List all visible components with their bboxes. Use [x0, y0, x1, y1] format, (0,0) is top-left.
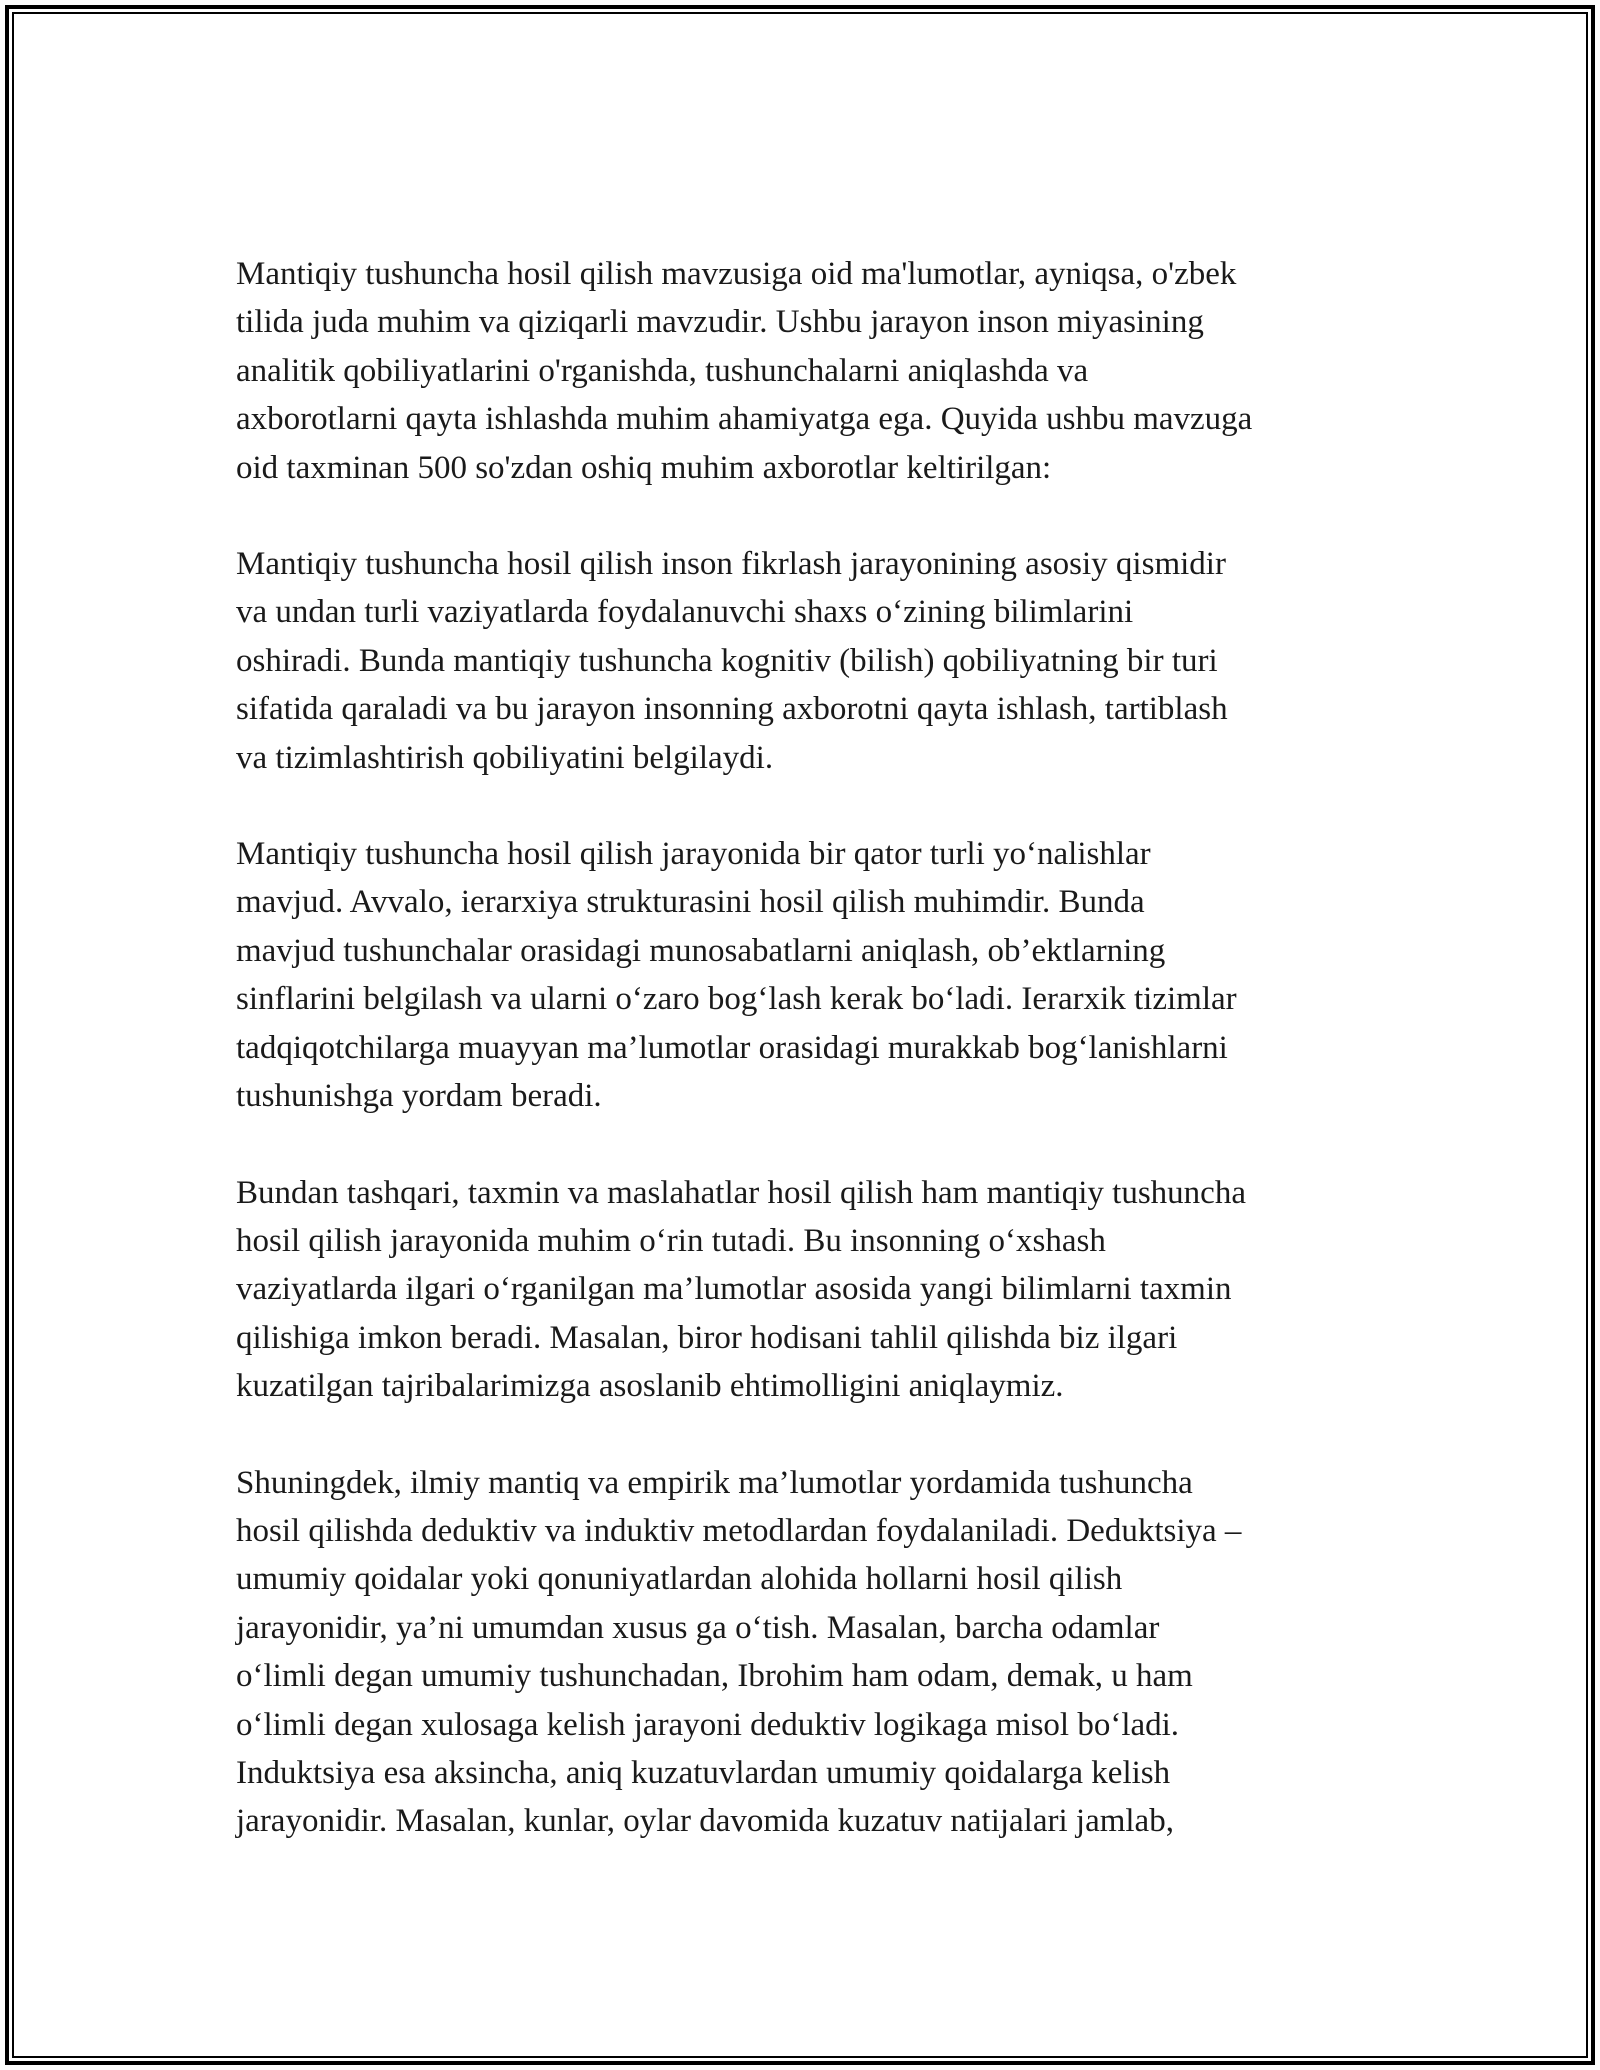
- text-line: hosil qilishda deduktiv va induktiv metodlardan foydalaniladi. Deduktsiya –: [236, 1512, 1242, 1549]
- text-line: o‘limli degan umumiy tushunchadan, Ibrohim ham odam, demak, u ham: [236, 1658, 1193, 1695]
- text-line: umumiy qoidalar yoki qonuniyatlardan alohida hollarni hosil qilish: [236, 1561, 1123, 1598]
- text-line: Bundan tashqari, taxmin va maslahatlar hosil qilish ham mantiqiy tushuncha: [236, 1174, 1246, 1211]
- text-line: va tizimlashtirish qobiliyatini belgilaydi.: [236, 739, 774, 776]
- text-line: o‘limli degan xulosaga kelish jarayoni deduktiv logikaga misol bo‘ladi.: [236, 1706, 1180, 1743]
- text-line: tadqiqotchilarga muayyan ma’lumotlar orasidagi murakkab bog‘lanishlarni: [236, 1029, 1228, 1066]
- paragraph-3: [236, 830, 1376, 1120]
- text-line: kuzatilgan tajribalarimizga asoslanib ehtimolligini aniqlaymiz.: [236, 1368, 1064, 1405]
- text-line: mavjud tushunchalar orasidagi munosabatlarni aniqlash, ob’ektlarning: [236, 932, 1166, 969]
- text-line: qilishiga imkon beradi. Masalan, biror hodisani tahlil qilishda biz ilgari: [236, 1319, 1178, 1356]
- text-line: hosil qilish jarayonida muhim o‘rin tutadi. Bu insonning o‘xshash: [236, 1222, 1106, 1259]
- text-line: axborotlarni qayta ishlashda muhim ahamiyatga ega. Quyida ushbu mavzuga: [236, 401, 1253, 438]
- text-line: Induktsiya esa aksincha, aniq kuzatuvlardan umumiy qoidalarga kelish: [236, 1754, 1171, 1791]
- paragraph-4: [236, 1169, 1376, 1411]
- text-line: oid taxminan 500 so'zdan oshiq muhim axborotlar keltirilgan:: [236, 449, 1052, 486]
- text-line: va undan turli vaziyatlarda foydalanuvchi shaxs o‘zining bilimlarini: [236, 594, 1134, 631]
- text-line: vaziyatlarda ilgari o‘rganilgan ma’lumotlar asosida yangi bilimlarni taxmin: [236, 1271, 1232, 1308]
- text-line: sifatida qaraladi va bu jarayon insonning axborotni qayta ishlash, tartiblash: [236, 691, 1228, 728]
- paragraph-2: [236, 540, 1376, 782]
- paragraph-5: [236, 1459, 1376, 1846]
- text-line: Mantiqiy tushuncha hosil qilish mavzusiga oid ma'lumotlar, ayniqsa, o'zbek: [236, 256, 1237, 292]
- text-line: Mantiqiy tushuncha hosil qilish jarayonida bir qator turli yo‘nalishlar: [236, 836, 1151, 873]
- paragraph-1: [236, 250, 1376, 492]
- document-body: [236, 250, 1376, 1894]
- text-line: Shuningdek, ilmiy mantiq va empirik ma’lumotlar yordamida tushuncha: [236, 1464, 1193, 1501]
- text-line: analitik qobiliyatlarini o'rganishda, tushunchalarni aniqlashda va: [236, 352, 1089, 389]
- text-line: mavjud. Avvalo, ierarxiya strukturasini hosil qilish muhimdir. Bunda: [236, 884, 1145, 921]
- text-line: tushunishga yordam beradi.: [236, 1078, 602, 1115]
- text-line: Mantiqiy tushuncha hosil qilish inson fikrlash jarayonining asosiy qismidir: [236, 546, 1226, 583]
- text-line: tilida juda muhim va qiziqarli mavzudir. Ushbu jarayon inson miyasining: [236, 304, 1204, 341]
- text-line: jarayonidir, ya’ni umumdan xusus ga o‘tish. Masalan, barcha odamlar: [236, 1609, 1160, 1646]
- text-line: sinflarini belgilash va ularni o‘zaro bog‘lash kerak bo‘ladi. Ierarxik tizimlar: [236, 981, 1237, 1018]
- text-line: oshiradi. Bunda mantiqiy tushuncha kognitiv (bilish) qobiliyatning bir turi: [236, 642, 1218, 679]
- text-line: jarayonidir. Masalan, kunlar, oylar davomida kuzatuv natijalari jamlab,: [236, 1803, 1174, 1840]
